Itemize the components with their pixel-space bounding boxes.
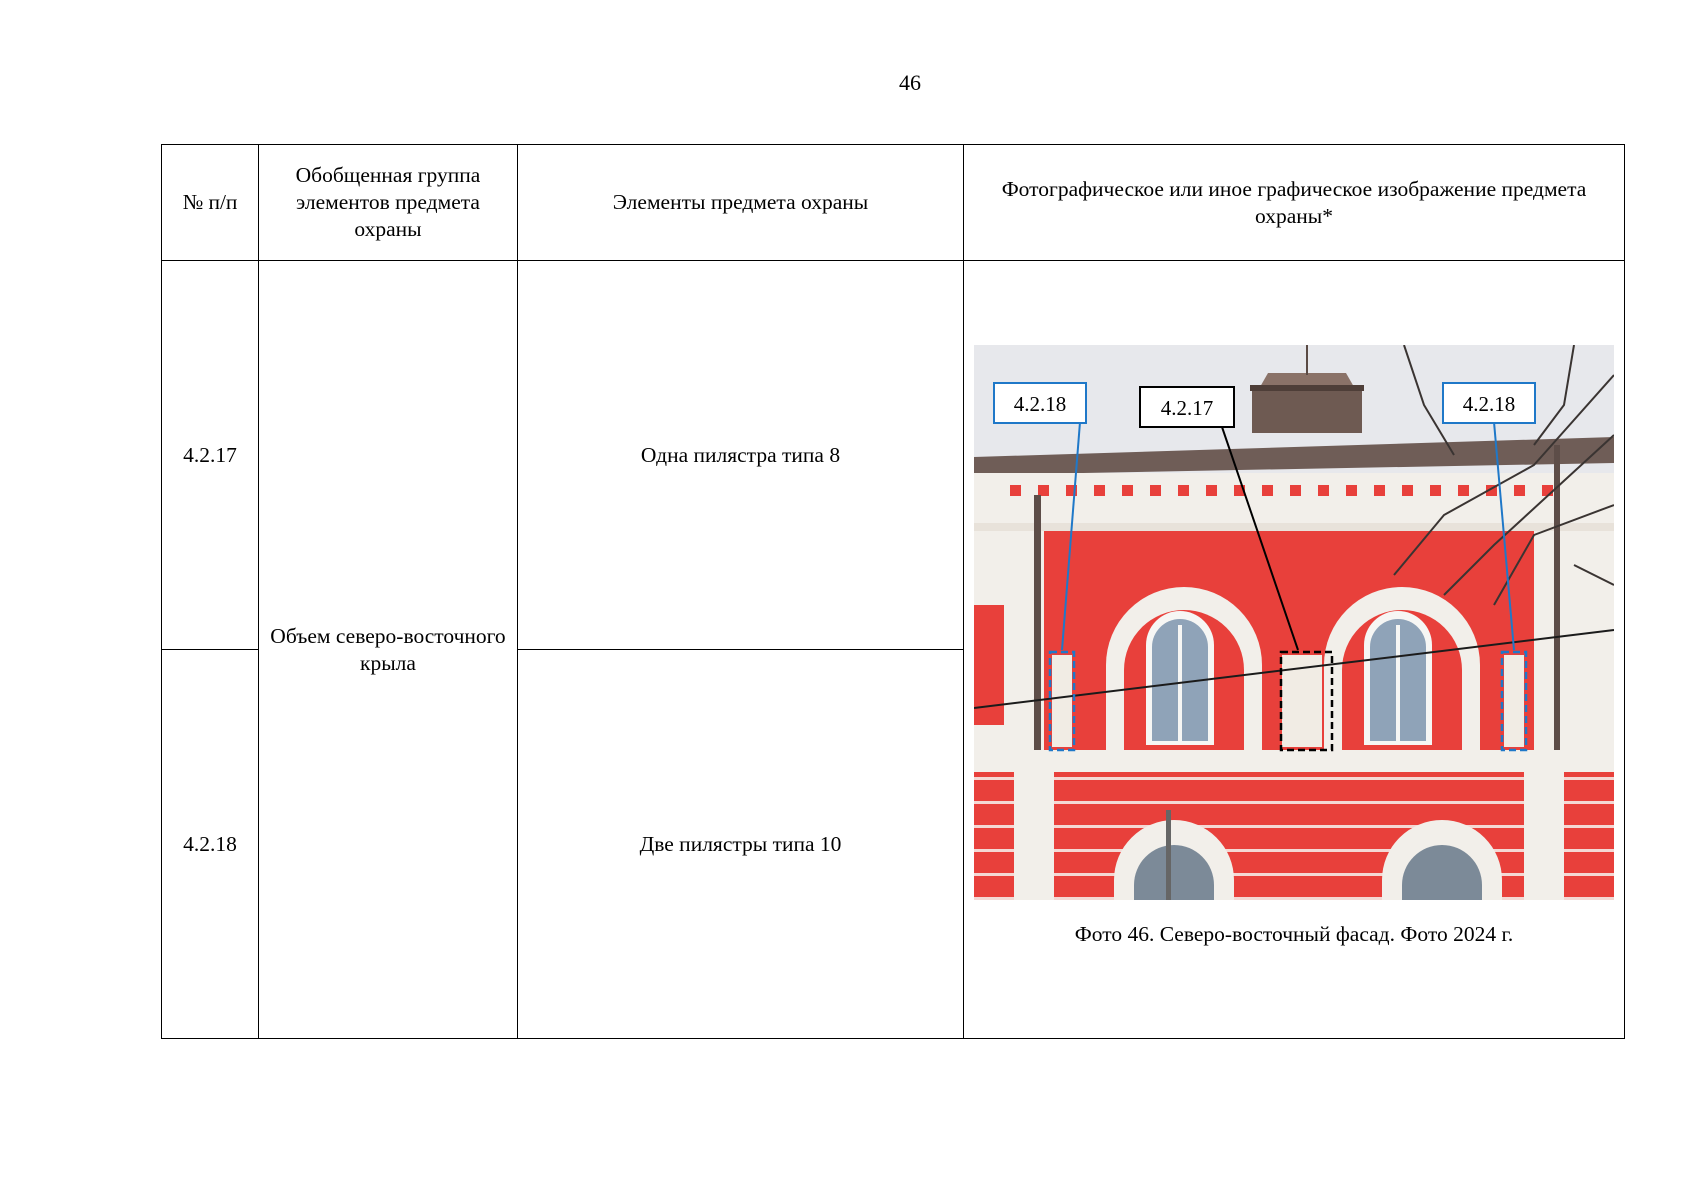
facade-photo [974, 345, 1614, 900]
svg-text:4.2.18: 4.2.18 [1462, 392, 1516, 416]
svg-text:4.2.17: 4.2.17 [1160, 396, 1214, 420]
photo-caption: Фото 46. Северо-восточный фасад. Фото 2024 г. [1074, 922, 1514, 946]
row-num: 4.2.17 [162, 261, 259, 650]
group-cell: Объем северо-восточного крыла [259, 261, 518, 1039]
callout-center-label [1140, 387, 1234, 427]
header-elements: Элементы предмета охраны [518, 145, 964, 261]
page-number: 46 [899, 70, 921, 95]
heritage-elements-table [161, 144, 1625, 1039]
callout-right-label [1443, 383, 1535, 423]
photo-cell [964, 261, 1625, 1039]
table-row [162, 261, 1625, 650]
header-num: № п/п [162, 145, 259, 261]
table-header-row [162, 145, 1625, 261]
svg-text:4.2.18: 4.2.18 [1013, 392, 1067, 416]
callout-left-label [994, 383, 1086, 423]
row-element: Одна пилястра типа 8 [518, 261, 964, 650]
header-image: Фотографическое или иное графическое изображение предмета охраны* [964, 145, 1625, 261]
row-num: 4.2.18 [162, 650, 259, 1039]
row-element: Две пилястры типа 10 [518, 650, 964, 1039]
header-group: Обобщенная группа элементов предмета охраны [259, 145, 518, 261]
